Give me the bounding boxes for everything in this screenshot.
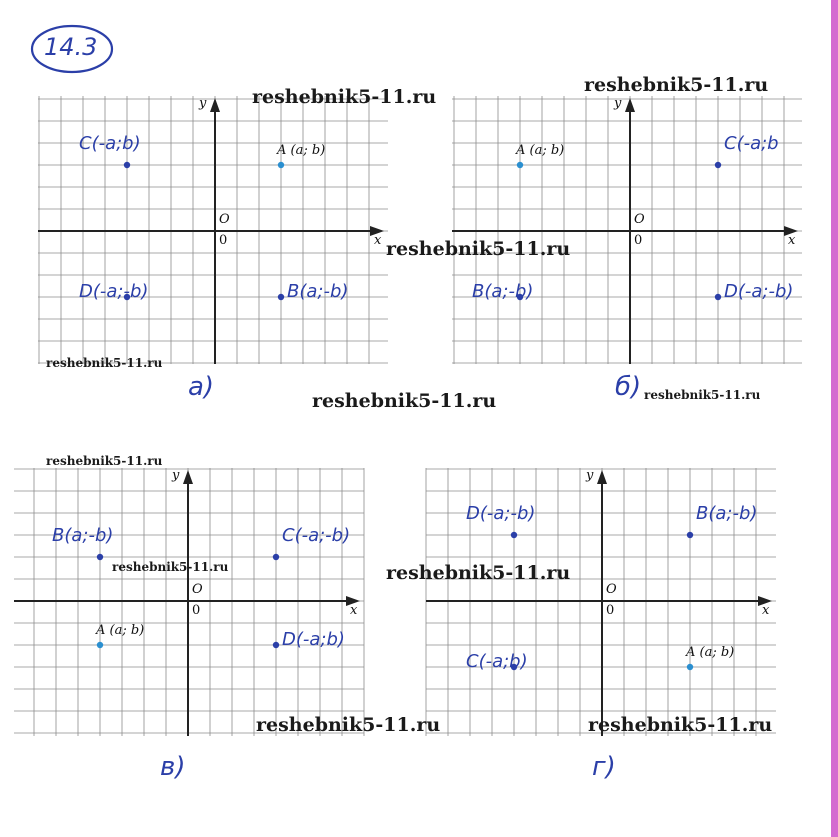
point-D xyxy=(715,294,721,300)
point-A xyxy=(278,162,284,168)
handwritten-label-C: C(-a;b) xyxy=(466,651,528,672)
zero-label: 0 xyxy=(192,603,201,618)
point-B xyxy=(687,532,693,538)
problem-number: 14.3 xyxy=(44,33,98,61)
point-C xyxy=(273,554,279,560)
handwritten-label-C: C(-a;b) xyxy=(79,133,141,154)
watermark: reshebnik5-11.ru xyxy=(46,356,163,370)
point-C xyxy=(124,162,130,168)
zero-label: 0 xyxy=(219,233,228,248)
watermark: reshebnik5-11.ru xyxy=(386,562,571,584)
handwritten-label-C: C(-a;b xyxy=(724,133,779,154)
watermark: reshebnik5-11.ru xyxy=(386,238,571,260)
watermark: reshebnik5-11.ru xyxy=(252,86,437,108)
point-B xyxy=(278,294,284,300)
origin-label: O xyxy=(634,212,645,227)
x-axis-label: x xyxy=(350,603,358,618)
zero-label: 0 xyxy=(606,603,615,618)
y-axis-label: y xyxy=(586,468,594,483)
x-axis-label: x xyxy=(374,233,382,248)
point-A xyxy=(517,162,523,168)
point-label-A: A (a; b) xyxy=(277,143,326,158)
watermark: reshebnik5-11.ru xyxy=(584,74,769,96)
x-axis-label: x xyxy=(788,233,796,248)
zero-label: 0 xyxy=(634,233,643,248)
y-axis-label: y xyxy=(172,468,180,483)
origin-label: O xyxy=(192,582,203,597)
coordinate-grid xyxy=(14,468,364,736)
handwritten-label-B: B(a;-b) xyxy=(696,503,758,524)
handwritten-label-D: D(-a;-b) xyxy=(724,281,794,302)
y-axis-arrow xyxy=(210,98,220,112)
graph-panel-v xyxy=(14,468,364,736)
handwritten-label-D: D(-a;-b) xyxy=(466,503,536,524)
y-axis-arrow xyxy=(597,470,607,484)
handwritten-label-B: B(a;-b) xyxy=(52,525,114,546)
origin-label: O xyxy=(219,212,230,227)
point-B xyxy=(97,554,103,560)
graph-panel-a xyxy=(38,96,388,364)
y-axis-label: y xyxy=(199,96,207,111)
watermark: reshebnik5-11.ru xyxy=(112,560,229,574)
y-axis-arrow xyxy=(625,98,635,112)
x-axis-label: x xyxy=(762,603,770,618)
watermark: reshebnik5-11.ru xyxy=(644,388,761,402)
watermark: reshebnik5-11.ru xyxy=(46,454,163,468)
point-C xyxy=(715,162,721,168)
point-D xyxy=(511,532,517,538)
handwritten-label-B: B(a;-b) xyxy=(287,281,349,302)
watermark: reshebnik5-11.ru xyxy=(312,390,497,412)
point-label-A: A (a; b) xyxy=(96,623,145,638)
origin-label: O xyxy=(606,582,617,597)
handwritten-label-B: B(a;-b) xyxy=(472,281,534,302)
caption-a: a) xyxy=(188,372,215,402)
graph-panel-g xyxy=(426,468,776,736)
handwritten-label-D: D(-a;b) xyxy=(282,629,345,650)
graph-panel-b xyxy=(452,96,802,364)
handwritten-label-D: D(-a;-b) xyxy=(79,281,149,302)
point-label-A: A (a; b) xyxy=(516,143,565,158)
caption-v: в) xyxy=(160,752,186,782)
point-label-A: A (a; b) xyxy=(686,645,735,660)
handwritten-label-C: C(-a;-b) xyxy=(282,525,351,546)
margin-strip xyxy=(831,0,838,837)
point-A xyxy=(687,664,693,670)
watermark: reshebnik5-11.ru xyxy=(256,714,441,736)
y-axis-label: y xyxy=(614,96,622,111)
point-D xyxy=(273,642,279,648)
y-axis-arrow xyxy=(183,470,193,484)
point-A xyxy=(97,642,103,648)
caption-g: г) xyxy=(592,752,616,782)
caption-b: б) xyxy=(615,372,642,402)
watermark: reshebnik5-11.ru xyxy=(588,714,773,736)
